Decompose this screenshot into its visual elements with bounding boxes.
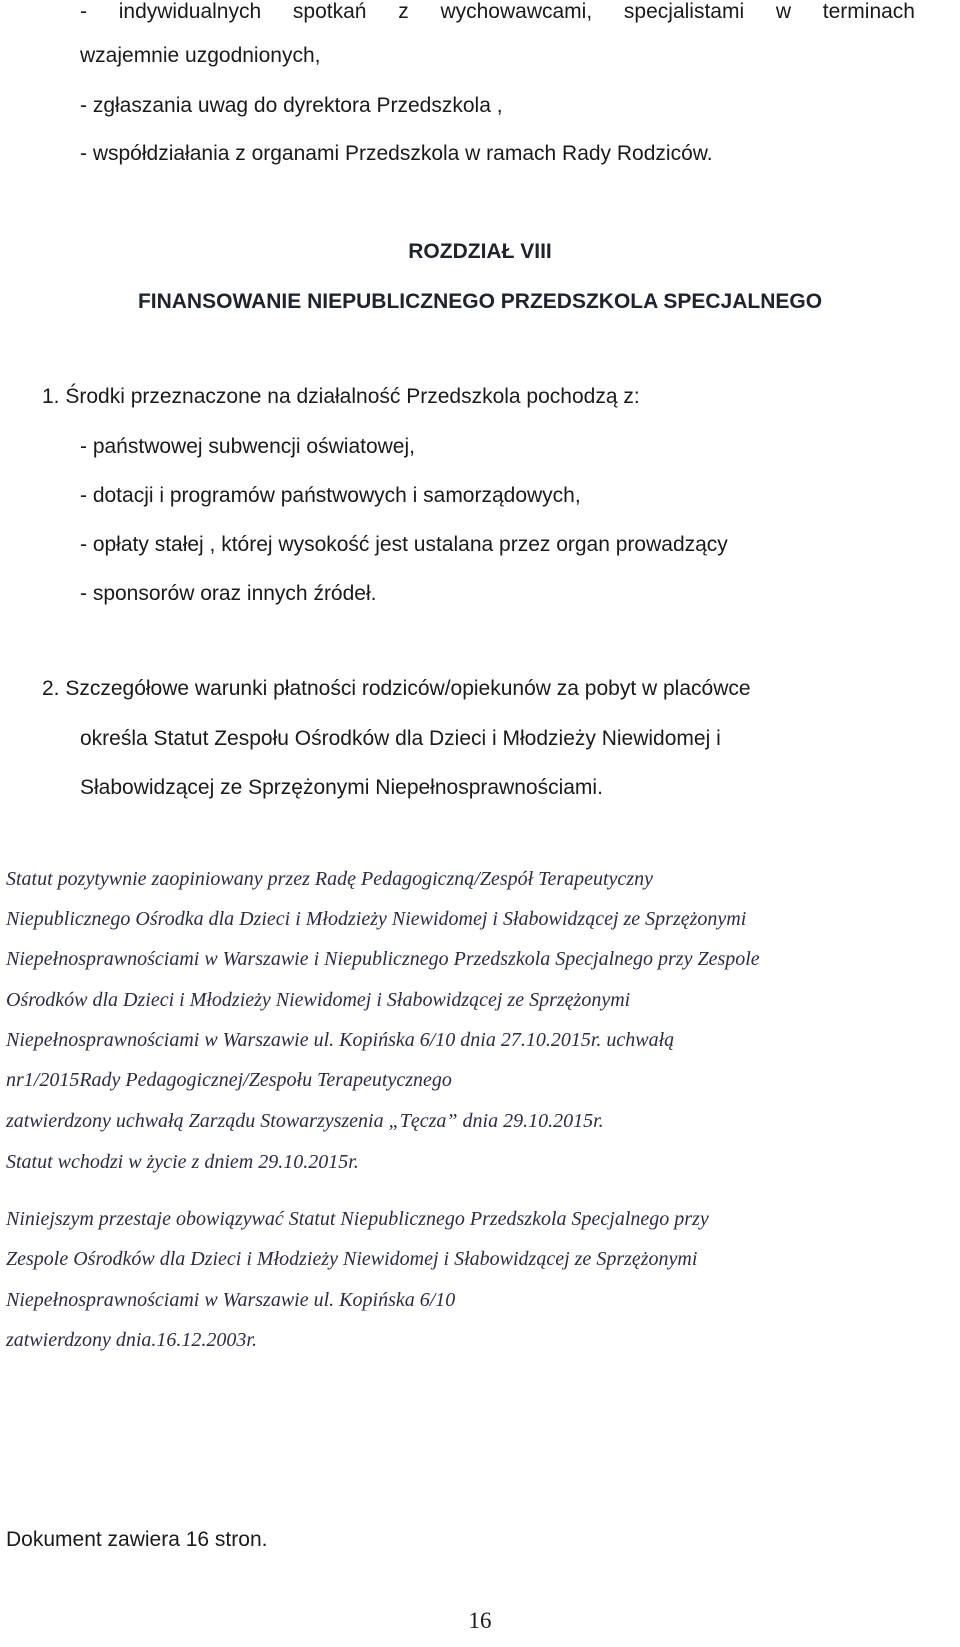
approval-line: Statut pozytywnie zaopiniowany przez Radę Pedagogiczną/Zespół Terapeutyczny (6, 868, 653, 890)
section-1-item: - opłaty stałej , której wysokość jest ustalana przez organ prowadzący (80, 533, 728, 556)
page-count-note: Dokument zawiera 16 stron. (6, 1528, 268, 1551)
approval-line: zatwierdzony uchwałą Zarządu Stowarzyszenia „Tęcza” dnia 29.10.2015r. (6, 1110, 604, 1132)
repeal-line: Niniejszym przestaje obowiązywać Statut Niepublicznego Przedszkola Specjalnego przy (6, 1208, 709, 1230)
parents-rights-line-3: - zgłaszania uwag do dyrektora Przedszkola , (80, 94, 503, 117)
repeal-line: zatwierdzony dnia.16.12.2003r. (6, 1329, 257, 1351)
chapter-title: FINANSOWANIE NIEPUBLICZNEGO PRZEDSZKOLA SPECJALNEGO (137, 290, 823, 313)
repeal-line: Niepełnosprawnościami w Warszawie ul. Kopińska 6/10 (6, 1289, 456, 1311)
chapter-number: ROZDZIAŁ VIII (408, 240, 552, 263)
section-2-line-2: określa Statut Zespołu Ośrodków dla Dzieci i Młodzieży Niewidomej i (80, 727, 721, 750)
approval-line: Ośrodków dla Dzieci i Młodzieży Niewidomej i Słabowidzącej ze Sprzężonymi (6, 989, 631, 1011)
approval-line: Niepublicznego Ośrodka dla Dzieci i Młodzieży Niewidomej i Słabowidzącej ze Sprzężonymi (6, 908, 747, 930)
parents-rights-line-1: - indywidualnych spotkań z wychowawcami, specjalistami w terminach (80, 0, 915, 23)
section-1-item: - państwowej subwencji oświatowej, (80, 435, 415, 458)
section-1-item: - dotacji i programów państwowych i samorządowych, (80, 484, 581, 507)
section-1-item: - sponsorów oraz innych źródeł. (80, 582, 377, 605)
parents-rights-line-2: wzajemnie uzgodnionych, (80, 44, 321, 67)
repeal-line: Zespole Ośrodków dla Dzieci i Młodzieży Niewidomej i Słabowidzącej ze Sprzężonymi (6, 1248, 698, 1270)
section-2-line-1: 2. Szczegółowe warunki płatności rodziców/opiekunów za pobyt w placówce (42, 677, 751, 700)
page-number: 16 (468, 1608, 492, 1633)
approval-line: Niepełnosprawnościami w Warszawie ul. Kopińska 6/10 dnia 27.10.2015r. uchwałą (6, 1029, 675, 1051)
approval-effective-date: Statut wchodzi w życie z dniem 29.10.2015r. (6, 1151, 359, 1173)
section-2-line-3: Słabowidzącej ze Sprzężonymi Niepełnosprawnościami. (80, 776, 603, 799)
approval-line: Niepełnosprawnościami w Warszawie i Niepublicznego Przedszkola Specjalnego przy Zespole (6, 948, 760, 970)
parents-rights-line-4: - współdziałania z organami Przedszkola w ramach Rady Rodziców. (80, 142, 713, 165)
section-1-lead: 1. Środki przeznaczone na działalność Przedszkola pochodzą z: (42, 385, 640, 408)
approval-line: nr1/2015Rady Pedagogicznej/Zespołu Terapeutycznego (6, 1069, 452, 1091)
